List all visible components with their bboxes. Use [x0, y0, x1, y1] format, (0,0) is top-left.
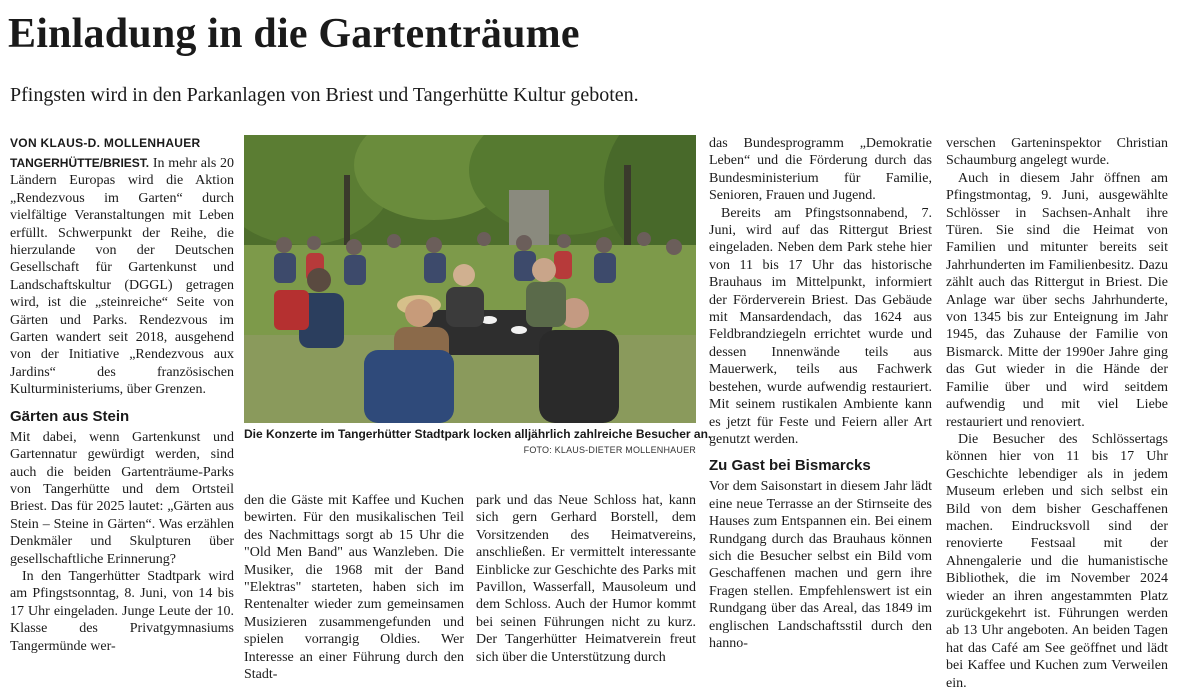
dateline: TANGERHÜTTE/BRIEST.	[10, 156, 150, 170]
photo-caption: Die Konzerte im Tangerhütter Stadtpark locken alljährlich zahlreiche Besucher an.	[244, 427, 712, 441]
paragraph: Bereits am Pfingstsonnabend, 7. Juni, wird auf das Rittergut Briest eingeladen. Neben dem Park stehe hier von 11 bis 17 Uhr das historische Brauhaus im Mittelpunkt, informiert der Förderverein Briest. Das Gebäude mit Mansardendach, das 1624 aus Feldbrandziegeln errichtet wurde und dessen Innenwände teils aus Mauerwerk, teils aus Fachwerk bestehen, wurde aufwendig restauriert. Mit seinem rustikalen Ambiente kann es jetzt für Feste und Feiern aller Art genutzt werden.	[709, 205, 932, 447]
article-column-4	[709, 135, 932, 690]
article-column-2	[244, 492, 464, 690]
photo-concert-stadtpark	[244, 135, 696, 423]
paragraph: das Bundesprogramm „Demokratie Leben“ und die Förderung durch das Bundesministerium für Familie, Senioren, Frauen und Jugend.	[709, 136, 932, 204]
paragraph: In den Tangerhütter Stadtpark wird am Pfingstsonntag, 8. Juni, von 14 bis 17 Uhr eingeladen. Junge Leute der 10. Klasse des Privatgymnasiums Tangermünde wer-	[10, 568, 234, 654]
headline: Einladung in die Gartenträume	[8, 11, 580, 57]
paragraph: park und das Neue Schloss hat, kann sich gern Gerhard Borstell, dem Vorsitzenden des Heimatvereins, anschließen. Er vermittelt interessante Einblicke zur Geschichte des Parks mit Pavillon, Wasserfall, Mausoleum und dem Schloss. Auch der Humor kommt bei seinen Führungen nicht zu kurz. Der Tangerhütter Heimatverein freut sich über die Unterstützung durch	[476, 493, 696, 665]
paragraph: TANGERHÜTTE/BRIEST. In mehr als 20 Ländern Europas wird die Aktion „Rendezvous im Garten“ durch vielfältige Veranstaltungen mit Leben erfüllt. Schwerpunkt der Reihe, die hierzulande von der Deutschen Gesellschaft für Gartenkunst und Landschaftskultur (DGGL) getragen wird, ist die „steinreiche“ Seite von Gärten und Parks. Rendezvous im Garten wandert seit 2018, ausgehend von der Initiative „Rendezvous aux Jardins“ des französischen Kulturministeriums, über Grenzen.	[10, 156, 234, 398]
section-heading-gaerten-aus-stein: Gärten aus Stein	[10, 407, 130, 425]
paragraph: Die Besucher des Schlössertags können hier von 11 bis 17 Uhr Geschichte lebendiger als in jedem Museum erleben und sich selbst ein Bild von dem bisher Geschaffenen machen. Eindrucksvoll sind der renovierte Festsaal mit der Ahnengalerie und die humanistische Bibliothek, die im November 2024 wieder an ihren angestammten Platz zurückgekehrt ist. Führungen werden ab 13 Uhr angeboten. An beiden Tagen hat das Café am See geöffnet und lädt bei Kaffee und Kuchen zum Verweilen ein.	[946, 431, 1168, 690]
paragraph: Auch in diesem Jahr öffnen am Pfingstmontag, 9. Juni, ausgewählte Schlösser in Sachsen-Anhalt ihre Türen. Sie sind die Heimat von Familien und mitunter bereits seit Jahrhunderten im Familienbesitz. Dazu zählt auch das Rittergut in Briest. Die Anlage war über sechs Jahrhunderte, von 1345 bis zur Enteignung im Jahr 1945, das Zuhause der Familie von Bismarck. Mitte der 1990er Jahre ging das Gut wieder in die Hände der Familie über und wird seitdem aufwendig und mit viel Liebe restauriert und renoviert.	[946, 170, 1168, 430]
section-heading-zu-gast-bei-bismarcks: Zu Gast bei Bismarcks	[709, 457, 871, 475]
paragraph: verschen Garteninspektor Christian Schaumburg angelegt wurde.	[946, 136, 1168, 169]
article-column-1	[10, 135, 234, 690]
photo-credit: FOTO: KLAUS-DIETER MOLLENHAUER	[523, 445, 696, 455]
paragraph: den die Gäste mit Kaffee und Kuchen bewirten. Für den musikalischen Teil des Nachmittags sorgt ab 15 Uhr die "Old Men Band" aus Wanzleben. Die Musiker, die 1968 mit der Band "Elektras" starteten, haben sich im Rentenalter wieder zum gemeinsamen Musizieren zusammengefunden und spielen vorrangig Oldies. Wer Interesse an einer Führung durch den Stadt-	[244, 493, 464, 683]
article-column-5	[946, 135, 1168, 690]
byline: VON KLAUS-D. MOLLENHAUER	[10, 136, 201, 150]
paragraph: Vor dem Saisonstart in diesem Jahr lädt eine neue Terrasse an der Stirnseite des Hauses zum Entspannen ein. Bei einem Rundgang durch das Brauhaus können sich die Besucher selbst ein Bild vom Geschaffenen machen und gern ihre Fragen stellen. Empfehlenswert ist ein Rundgang über das Areal, das 1849 im englischen Landschaftsstil durch den hanno-	[709, 479, 932, 651]
paragraph: Mit dabei, wenn Gartenkunst und Gartennatur gewürdigt werden, sind auch die beiden Gartenträume-Parks von Tangerhütte und dem Ortsteil Briest. Das für 2025 lautet: „Gärten aus Stein – Steine in Gärten“. Was erzählen Denkmäler und Skulpturen über gesellschaftliche Erinnerung?	[10, 429, 234, 567]
subheadline: Pfingsten wird in den Parkanlagen von Briest und Tangerhütte Kultur geboten.	[10, 84, 639, 106]
article-column-3	[476, 492, 696, 690]
concert-photo-illustration	[244, 135, 696, 423]
